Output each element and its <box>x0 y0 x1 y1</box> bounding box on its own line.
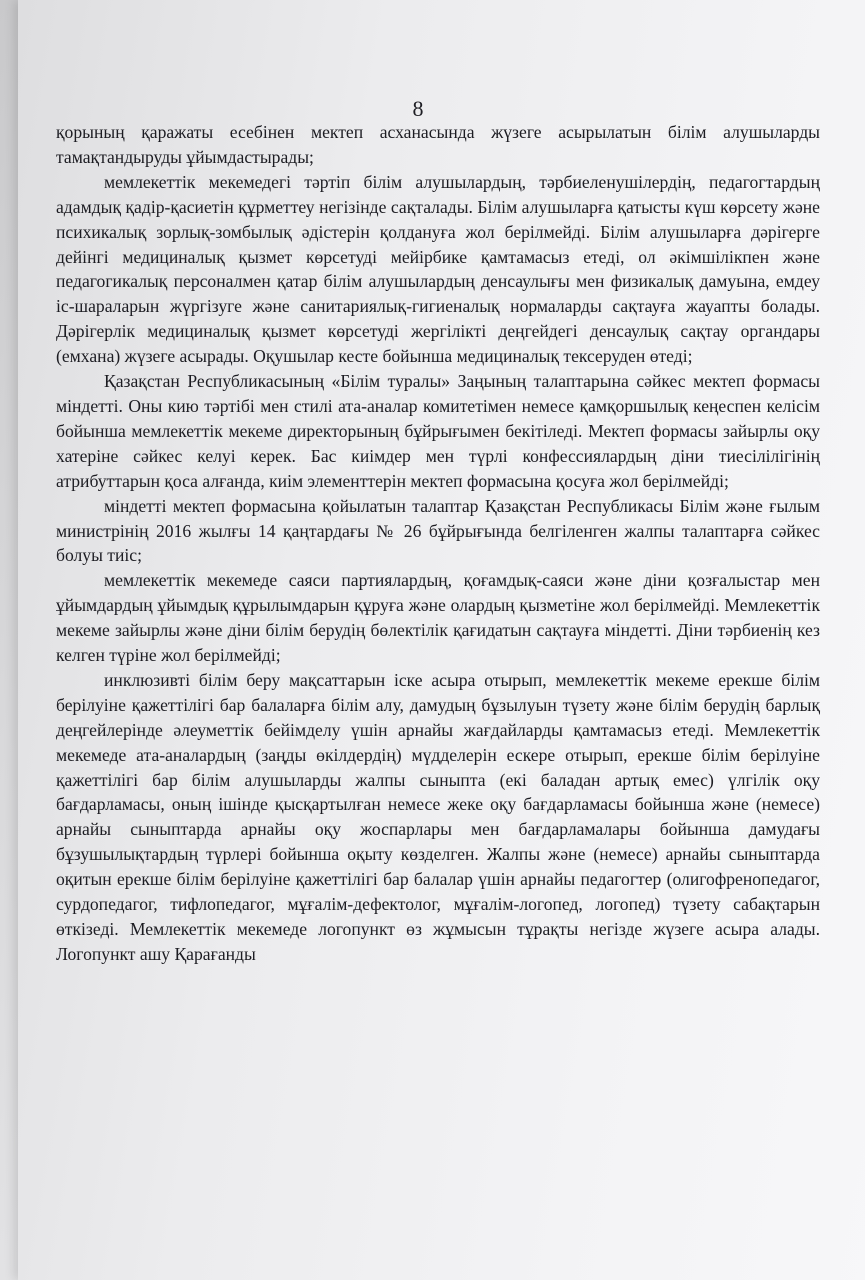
paragraph-2: мемлекеттік мекемедегі тәртіп білім алушылардың, тәрбиеленушілердің, педагогтардың адамдық қадір-қасиетін құрметтеу негізінде сақталады. Білім алушыларға қатысты күш көрсету және психикалық зорлық-зомбылық әдістерін қолдануға жол берілмейді. Білім алушыларға дәрігерге дейінгі медициналық қызмет көрсетуді мейірбике қамтамасыз етеді, ол әкімшілікпен және педагогикалық персоналмен қатар білім алушылардың денсаулығы мен физикалық дамуына, емдеу іс-шараларын жүргізуге және санитариялық-гигиеналық нормаларды сақтауға жауапты болады. Дәрігерлік медициналық қызмет көрсетуді жергілікті деңгейдегі денсаулық сақтау органдары (емхана) жүзеге асырады. Оқушылар кесте бойынша медициналық тексеруден өтеді; <box>56 171 820 367</box>
document-body <box>56 120 820 967</box>
page-number: 8 <box>412 96 424 121</box>
paragraph-3: Қазақстан Республикасының «Білім туралы» Заңының талаптарына сәйкес мектеп формасы міндетті. Оны кию тәртібі мен стилі ата-аналар комитетімен немесе қамқоршылық кеңеспен келісім бойынша мемлекеттік мекеме директорының бұйрығымен бекітіледі. Мектеп формасы зайырлы оқу хатеріне сәйкес келуі керек. Бас киімдер мен түрлі конфессиялардың діни тиесілілігінің атрибуттарын қоса алғанда, киім элементтерін мектеп формасына қосуға жол берілмейді; <box>56 371 820 491</box>
paragraph-1: қорының қаражаты есебінен мектеп асханасында жүзеге асырылатын білім алушыларды тамақтандыруды ұйымдастырады; <box>56 122 820 167</box>
paragraph-5: мемлекеттік мекемеде саяси партиялардың, қоғамдық-саяси және діни қозғалыстар мен ұйымдардың ұйымдық құрылымдарын құруға және олардың қызметіне жол берілмейді. Мемлекеттік мекеме зайырлы және діни білім берудің бөлектілік қағидатын сақтауға міндетті. Діни тәрбиенің кез келген түріне жол берілмейді; <box>56 570 820 666</box>
paragraph-6: инклюзивті білім беру мақсаттарын іске асыра отырып, мемлекеттік мекеме ерекше білім берілуіне қажеттілігі бар балаларға білім алу, дамудың бұзылуын түзету және білім берудің барлық деңгейлерінде әлеуметтік бейімделу үшін арнайы жағдайларды қамтамасыз етеді. Мемлекеттік мекемеде ата-аналардың (заңды өкілдердің) мүдделерін ескере отырып, ерекше білім берілуіне қажеттілігі бар білім алушыларды жалпы сыныпта (екі баладан артық емес) үлгілік оқу бағдарламасы, оның ішінде қысқартылған немесе жеке оқу бағдарламасы бойынша және (немесе) арнайы сыныптарда арнайы оқу жоспарлары мен бағдарламалары бойынша дамудағы бұзушылықтардың түрлері бойынша оқыту көзделген. Жалпы және (немесе) арнайы сыныптарда оқитын ерекше білім берілуіне қажеттілігі бар балалар үшін арнайы педагогтер (олигофренопедагог, сурдопедагог, тифлопедагог, мұғалім-дефектолог, мұғалім-логопед, логопед) түзету сабақтарын өткізеді. Мемлекеттік мекемеде логопункт өз жұмысын тұрақты негізде жүзеге асыра алады. Логопункт ашу Қарағанды <box>56 669 820 964</box>
document-page <box>18 0 865 1280</box>
paragraph-4: міндетті мектеп формасына қойылатын талаптар Қазақстан Республикасы Білім және ғылым министрінің 2016 жылғы 14 қаңтардағы № 26 бұйрығында белгіленген жалпы талаптарға сәйкес болуы тиіс; <box>56 495 820 566</box>
